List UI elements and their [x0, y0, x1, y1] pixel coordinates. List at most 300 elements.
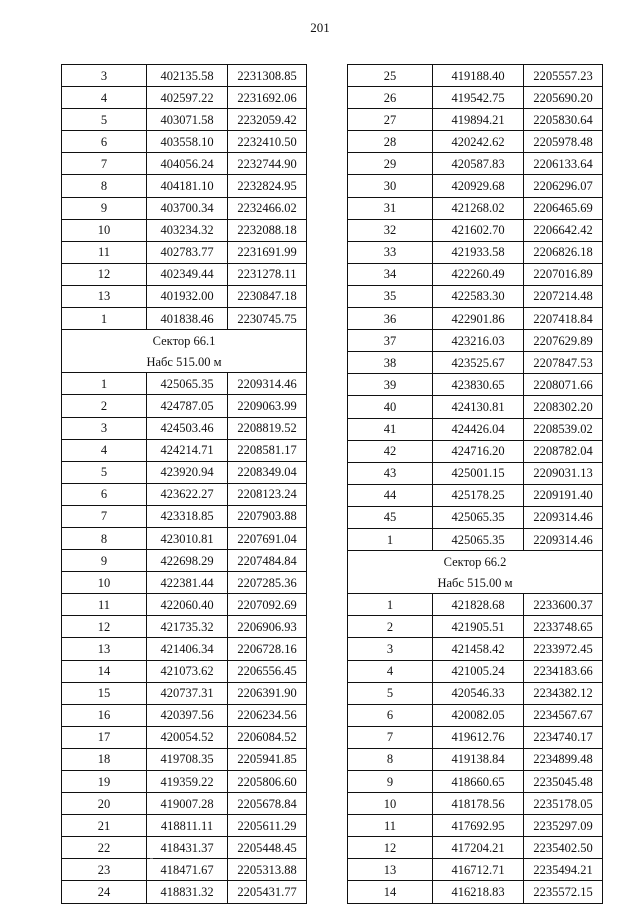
point-number-cell: 37 — [348, 330, 433, 352]
y-coordinate-cell: 2206465.69 — [524, 197, 603, 219]
sector-height: Набс 515.00 м — [348, 572, 603, 594]
coordinates-table-left — [61, 64, 307, 904]
point-number-cell: 9 — [62, 197, 147, 219]
y-coordinate-cell: 2206556.45 — [228, 660, 307, 682]
y-coordinate-cell: 2231691.99 — [228, 241, 307, 263]
y-coordinate-cell: 2209314.46 — [524, 506, 603, 528]
x-coordinate-cell: 420397.56 — [147, 704, 228, 726]
point-number-cell: 5 — [348, 682, 433, 704]
table-row — [348, 418, 603, 440]
table-row — [348, 660, 603, 682]
table-row — [62, 109, 307, 131]
table-row — [348, 153, 603, 175]
point-number-cell: 1 — [348, 528, 433, 550]
point-number-cell: 34 — [348, 263, 433, 285]
y-coordinate-cell: 2205431.77 — [228, 881, 307, 903]
x-coordinate-cell: 418831.32 — [147, 881, 228, 903]
x-coordinate-cell: 425001.15 — [433, 462, 524, 484]
point-number-cell: 6 — [62, 483, 147, 505]
point-number-cell: 3 — [62, 417, 147, 439]
table-row — [62, 704, 307, 726]
y-coordinate-cell: 2233972.45 — [524, 638, 603, 660]
y-coordinate-cell: 2207903.88 — [228, 505, 307, 527]
x-coordinate-cell: 422583.30 — [433, 285, 524, 307]
point-number-cell: 3 — [348, 638, 433, 660]
y-coordinate-cell: 2230745.75 — [228, 308, 307, 330]
table-row — [62, 197, 307, 219]
x-coordinate-cell: 401838.46 — [147, 308, 228, 330]
x-coordinate-cell: 421458.42 — [433, 638, 524, 660]
table-row — [348, 65, 603, 87]
y-coordinate-cell: 2206133.64 — [524, 153, 603, 175]
y-coordinate-cell: 2233748.65 — [524, 616, 603, 638]
x-coordinate-cell: 420546.33 — [433, 682, 524, 704]
point-number-cell: 7 — [62, 153, 147, 175]
point-number-cell: 4 — [62, 439, 147, 461]
x-coordinate-cell: 403558.10 — [147, 131, 228, 153]
point-number-cell: 11 — [348, 815, 433, 837]
table-row — [62, 815, 307, 837]
y-coordinate-cell: 2206234.56 — [228, 704, 307, 726]
y-coordinate-cell: 2233600.37 — [524, 594, 603, 616]
sector-title-row — [62, 330, 307, 352]
y-coordinate-cell: 2208071.66 — [524, 374, 603, 396]
table-row — [62, 131, 307, 153]
y-coordinate-cell: 2206642.42 — [524, 219, 603, 241]
point-number-cell: 8 — [348, 748, 433, 770]
point-number-cell: 41 — [348, 418, 433, 440]
point-number-cell: 9 — [62, 550, 147, 572]
table-row — [62, 726, 307, 748]
y-coordinate-cell: 2206906.93 — [228, 616, 307, 638]
x-coordinate-cell: 404056.24 — [147, 153, 228, 175]
point-number-cell: 12 — [62, 263, 147, 285]
point-number-cell: 13 — [62, 638, 147, 660]
y-coordinate-cell: 2232059.42 — [228, 109, 307, 131]
x-coordinate-cell: 421828.68 — [433, 594, 524, 616]
x-coordinate-cell: 424716.20 — [433, 440, 524, 462]
x-coordinate-cell: 425065.35 — [433, 506, 524, 528]
point-number-cell: 1 — [348, 594, 433, 616]
table-row — [348, 881, 603, 903]
table-row — [62, 153, 307, 175]
y-coordinate-cell: 2205806.60 — [228, 771, 307, 793]
point-number-cell: 45 — [348, 506, 433, 528]
y-coordinate-cell: 2207016.89 — [524, 263, 603, 285]
table-row — [62, 417, 307, 439]
table-row — [62, 837, 307, 859]
x-coordinate-cell: 419188.40 — [433, 65, 524, 87]
y-coordinate-cell: 2235494.21 — [524, 859, 603, 881]
x-coordinate-cell: 416218.83 — [433, 881, 524, 903]
table-row — [348, 197, 603, 219]
y-coordinate-cell: 2205690.20 — [524, 87, 603, 109]
point-number-cell: 5 — [62, 109, 147, 131]
table-row — [62, 395, 307, 417]
x-coordinate-cell: 402783.77 — [147, 241, 228, 263]
y-coordinate-cell: 2232466.02 — [228, 197, 307, 219]
x-coordinate-cell: 419708.35 — [147, 748, 228, 770]
table-row — [62, 175, 307, 197]
x-coordinate-cell: 402597.22 — [147, 87, 228, 109]
x-coordinate-cell: 425178.25 — [433, 484, 524, 506]
table-row — [62, 682, 307, 704]
y-coordinate-cell: 2205611.29 — [228, 815, 307, 837]
x-coordinate-cell: 420242.62 — [433, 131, 524, 153]
table-row — [62, 219, 307, 241]
x-coordinate-cell: 423920.94 — [147, 461, 228, 483]
y-coordinate-cell: 2205313.88 — [228, 859, 307, 881]
point-number-cell: 33 — [348, 241, 433, 263]
table-row — [348, 726, 603, 748]
x-coordinate-cell: 402135.58 — [147, 65, 228, 87]
table-row — [62, 550, 307, 572]
y-coordinate-cell: 2232824.95 — [228, 175, 307, 197]
y-coordinate-cell: 2209191.40 — [524, 484, 603, 506]
table-row — [62, 616, 307, 638]
x-coordinate-cell: 421073.62 — [147, 660, 228, 682]
x-coordinate-cell: 422901.86 — [433, 308, 524, 330]
point-number-cell: 26 — [348, 87, 433, 109]
y-coordinate-cell: 2208349.04 — [228, 461, 307, 483]
point-number-cell: 23 — [62, 859, 147, 881]
point-number-cell: 15 — [62, 682, 147, 704]
point-number-cell: 16 — [62, 704, 147, 726]
table-row — [62, 660, 307, 682]
y-coordinate-cell: 2232744.90 — [228, 153, 307, 175]
point-number-cell: 10 — [62, 219, 147, 241]
table-row — [62, 793, 307, 815]
x-coordinate-cell: 421905.51 — [433, 616, 524, 638]
y-coordinate-cell: 2207629.89 — [524, 330, 603, 352]
table-row — [62, 859, 307, 881]
x-coordinate-cell: 423216.03 — [433, 330, 524, 352]
y-coordinate-cell: 2207092.69 — [228, 594, 307, 616]
point-number-cell: 27 — [348, 109, 433, 131]
x-coordinate-cell: 419359.22 — [147, 771, 228, 793]
point-number-cell: 20 — [62, 793, 147, 815]
x-coordinate-cell: 425065.35 — [147, 373, 228, 395]
x-coordinate-cell: 418178.56 — [433, 793, 524, 815]
point-number-cell: 44 — [348, 484, 433, 506]
point-number-cell: 13 — [62, 285, 147, 307]
table-row — [62, 881, 307, 903]
y-coordinate-cell: 2208539.02 — [524, 418, 603, 440]
x-coordinate-cell: 421735.32 — [147, 616, 228, 638]
x-coordinate-cell: 417692.95 — [433, 815, 524, 837]
y-coordinate-cell: 2206084.52 — [228, 726, 307, 748]
x-coordinate-cell: 420587.83 — [433, 153, 524, 175]
table-row — [348, 440, 603, 462]
table-row — [62, 483, 307, 505]
point-number-cell: 7 — [62, 505, 147, 527]
point-number-cell: 29 — [348, 153, 433, 175]
point-number-cell: 13 — [348, 859, 433, 881]
x-coordinate-cell: 419894.21 — [433, 109, 524, 131]
x-coordinate-cell: 424787.05 — [147, 395, 228, 417]
y-coordinate-cell: 2207214.48 — [524, 285, 603, 307]
y-coordinate-cell: 2205448.45 — [228, 837, 307, 859]
x-coordinate-cell: 424426.04 — [433, 418, 524, 440]
table-row — [62, 373, 307, 395]
y-coordinate-cell: 2234382.12 — [524, 682, 603, 704]
x-coordinate-cell: 422698.29 — [147, 550, 228, 572]
point-number-cell: 7 — [348, 726, 433, 748]
x-coordinate-cell: 425065.35 — [433, 528, 524, 550]
table-row — [62, 594, 307, 616]
table-row — [348, 330, 603, 352]
table-row — [348, 175, 603, 197]
y-coordinate-cell: 2235572.15 — [524, 881, 603, 903]
table-row — [348, 352, 603, 374]
point-number-cell: 3 — [62, 65, 147, 87]
point-number-cell: 25 — [348, 65, 433, 87]
table-row — [348, 793, 603, 815]
x-coordinate-cell: 421602.70 — [433, 219, 524, 241]
y-coordinate-cell: 2205830.64 — [524, 109, 603, 131]
point-number-cell: 42 — [348, 440, 433, 462]
scan-speck — [150, 858, 153, 859]
point-number-cell: 39 — [348, 374, 433, 396]
x-coordinate-cell: 424503.46 — [147, 417, 228, 439]
y-coordinate-cell: 2232410.50 — [228, 131, 307, 153]
x-coordinate-cell: 402349.44 — [147, 263, 228, 285]
table-row — [348, 308, 603, 330]
y-coordinate-cell: 2207418.84 — [524, 308, 603, 330]
x-coordinate-cell: 421406.34 — [147, 638, 228, 660]
table-row — [348, 815, 603, 837]
y-coordinate-cell: 2208819.52 — [228, 417, 307, 439]
x-coordinate-cell: 420929.68 — [433, 175, 524, 197]
point-number-cell: 30 — [348, 175, 433, 197]
table-row — [348, 771, 603, 793]
point-number-cell: 1 — [62, 373, 147, 395]
point-number-cell: 5 — [62, 461, 147, 483]
y-coordinate-cell: 2234740.17 — [524, 726, 603, 748]
point-number-cell: 2 — [62, 395, 147, 417]
table-row — [348, 682, 603, 704]
table-row — [348, 285, 603, 307]
table-row — [348, 241, 603, 263]
table-row — [62, 241, 307, 263]
point-number-cell: 18 — [62, 748, 147, 770]
y-coordinate-cell: 2208123.24 — [228, 483, 307, 505]
y-coordinate-cell: 2231308.85 — [228, 65, 307, 87]
point-number-cell: 12 — [62, 616, 147, 638]
sector-title: Сектор 66.2 — [348, 551, 603, 573]
x-coordinate-cell: 419138.84 — [433, 748, 524, 770]
table-row — [62, 308, 307, 330]
x-coordinate-cell: 423525.67 — [433, 352, 524, 374]
sector-height-row — [348, 572, 603, 594]
y-coordinate-cell: 2230847.18 — [228, 285, 307, 307]
point-number-cell: 6 — [62, 131, 147, 153]
x-coordinate-cell: 416712.71 — [433, 859, 524, 881]
x-coordinate-cell: 404181.10 — [147, 175, 228, 197]
y-coordinate-cell: 2231692.06 — [228, 87, 307, 109]
x-coordinate-cell: 423830.65 — [433, 374, 524, 396]
x-coordinate-cell: 424130.81 — [433, 396, 524, 418]
point-number-cell: 11 — [62, 594, 147, 616]
x-coordinate-cell: 403700.34 — [147, 197, 228, 219]
table-row — [348, 616, 603, 638]
table-row — [348, 748, 603, 770]
sector-title: Сектор 66.1 — [62, 330, 307, 352]
table-row — [348, 263, 603, 285]
point-number-cell: 32 — [348, 219, 433, 241]
point-number-cell: 4 — [348, 660, 433, 682]
table-row — [348, 528, 603, 550]
y-coordinate-cell: 2209314.46 — [524, 528, 603, 550]
point-number-cell: 2 — [348, 616, 433, 638]
point-number-cell: 22 — [62, 837, 147, 859]
x-coordinate-cell: 418431.37 — [147, 837, 228, 859]
x-coordinate-cell: 422060.40 — [147, 594, 228, 616]
table-row — [348, 837, 603, 859]
x-coordinate-cell: 419542.75 — [433, 87, 524, 109]
y-coordinate-cell: 2207484.84 — [228, 550, 307, 572]
x-coordinate-cell: 420737.31 — [147, 682, 228, 704]
table-row — [62, 65, 307, 87]
y-coordinate-cell: 2209314.46 — [228, 373, 307, 395]
x-coordinate-cell: 423318.85 — [147, 505, 228, 527]
sector-height-row — [62, 351, 307, 373]
point-number-cell: 19 — [62, 771, 147, 793]
y-coordinate-cell: 2234899.48 — [524, 748, 603, 770]
y-coordinate-cell: 2205978.48 — [524, 131, 603, 153]
y-coordinate-cell: 2207847.53 — [524, 352, 603, 374]
y-coordinate-cell: 2206826.18 — [524, 241, 603, 263]
point-number-cell: 4 — [62, 87, 147, 109]
table-row — [348, 131, 603, 153]
x-coordinate-cell: 420054.52 — [147, 726, 228, 748]
y-coordinate-cell: 2207691.04 — [228, 527, 307, 549]
point-number-cell: 14 — [62, 660, 147, 682]
table-row — [348, 859, 603, 881]
y-coordinate-cell: 2206391.90 — [228, 682, 307, 704]
x-coordinate-cell: 418811.11 — [147, 815, 228, 837]
point-number-cell: 17 — [62, 726, 147, 748]
y-coordinate-cell: 2205557.23 — [524, 65, 603, 87]
y-coordinate-cell: 2235402.50 — [524, 837, 603, 859]
x-coordinate-cell: 401932.00 — [147, 285, 228, 307]
table-row — [348, 704, 603, 726]
y-coordinate-cell: 2234183.66 — [524, 660, 603, 682]
x-coordinate-cell: 403071.58 — [147, 109, 228, 131]
table-row — [62, 285, 307, 307]
table-row — [348, 396, 603, 418]
y-coordinate-cell: 2208581.17 — [228, 439, 307, 461]
x-coordinate-cell: 423010.81 — [147, 527, 228, 549]
table-row — [62, 771, 307, 793]
point-number-cell: 28 — [348, 131, 433, 153]
x-coordinate-cell: 422260.49 — [433, 263, 524, 285]
point-number-cell: 21 — [62, 815, 147, 837]
point-number-cell: 36 — [348, 308, 433, 330]
x-coordinate-cell: 418660.65 — [433, 771, 524, 793]
point-number-cell: 31 — [348, 197, 433, 219]
y-coordinate-cell: 2235297.09 — [524, 815, 603, 837]
table-row — [62, 439, 307, 461]
point-number-cell: 12 — [348, 837, 433, 859]
table-row — [348, 374, 603, 396]
y-coordinate-cell: 2208782.04 — [524, 440, 603, 462]
x-coordinate-cell: 423622.27 — [147, 483, 228, 505]
x-coordinate-cell: 419612.76 — [433, 726, 524, 748]
table-row — [348, 594, 603, 616]
x-coordinate-cell: 421005.24 — [433, 660, 524, 682]
table-row — [62, 87, 307, 109]
y-coordinate-cell: 2235178.05 — [524, 793, 603, 815]
table-row — [348, 109, 603, 131]
point-number-cell: 10 — [348, 793, 433, 815]
x-coordinate-cell: 421268.02 — [433, 197, 524, 219]
point-number-cell: 1 — [62, 308, 147, 330]
point-number-cell: 40 — [348, 396, 433, 418]
table-row — [348, 638, 603, 660]
point-number-cell: 24 — [62, 881, 147, 903]
table-row — [62, 638, 307, 660]
table-row — [62, 505, 307, 527]
table-row — [62, 572, 307, 594]
table-row — [348, 462, 603, 484]
point-number-cell: 43 — [348, 462, 433, 484]
y-coordinate-cell: 2205941.85 — [228, 748, 307, 770]
table-row — [62, 527, 307, 549]
page-number: 201 — [310, 20, 330, 35]
y-coordinate-cell: 2206728.16 — [228, 638, 307, 660]
y-coordinate-cell: 2207285.36 — [228, 572, 307, 594]
coordinates-table-right — [347, 64, 603, 904]
point-number-cell: 11 — [62, 241, 147, 263]
x-coordinate-cell: 417204.21 — [433, 837, 524, 859]
table-row — [348, 484, 603, 506]
y-coordinate-cell: 2209063.99 — [228, 395, 307, 417]
table-row — [348, 87, 603, 109]
x-coordinate-cell: 424214.71 — [147, 439, 228, 461]
table-row — [348, 506, 603, 528]
table-row — [62, 461, 307, 483]
table-row — [62, 263, 307, 285]
point-number-cell: 35 — [348, 285, 433, 307]
sector-title-row — [348, 551, 603, 573]
x-coordinate-cell: 421933.58 — [433, 241, 524, 263]
point-number-cell: 8 — [62, 175, 147, 197]
y-coordinate-cell: 2205678.84 — [228, 793, 307, 815]
point-number-cell: 8 — [62, 527, 147, 549]
y-coordinate-cell: 2231278.11 — [228, 263, 307, 285]
x-coordinate-cell: 419007.28 — [147, 793, 228, 815]
x-coordinate-cell: 418471.67 — [147, 859, 228, 881]
table-row — [348, 219, 603, 241]
y-coordinate-cell: 2232088.18 — [228, 219, 307, 241]
point-number-cell: 38 — [348, 352, 433, 374]
y-coordinate-cell: 2235045.48 — [524, 771, 603, 793]
point-number-cell: 10 — [62, 572, 147, 594]
point-number-cell: 9 — [348, 771, 433, 793]
point-number-cell: 6 — [348, 704, 433, 726]
y-coordinate-cell: 2234567.67 — [524, 704, 603, 726]
sector-height: Набс 515.00 м — [62, 351, 307, 373]
x-coordinate-cell: 403234.32 — [147, 219, 228, 241]
x-coordinate-cell: 422381.44 — [147, 572, 228, 594]
table-row — [62, 748, 307, 770]
y-coordinate-cell: 2206296.07 — [524, 175, 603, 197]
x-coordinate-cell: 420082.05 — [433, 704, 524, 726]
y-coordinate-cell: 2208302.20 — [524, 396, 603, 418]
point-number-cell: 14 — [348, 881, 433, 903]
y-coordinate-cell: 2209031.13 — [524, 462, 603, 484]
